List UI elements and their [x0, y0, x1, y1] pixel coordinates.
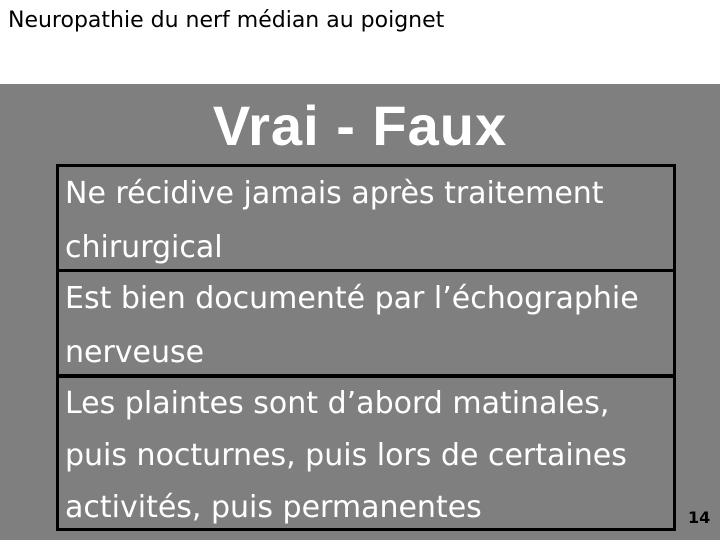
statement-box-3[interactable]: Les plaintes sont d’abord matinales, puis nocturnes, puis lors de certaines activités, puis permanentes [56, 375, 676, 531]
header-bar [0, 0, 720, 84]
slide-heading: Vrai - Faux [212, 94, 508, 157]
page-title: Neuropathie du nerf médian au poignet [8, 8, 445, 33]
statement-box-1[interactable]: Ne récidive jamais après traitement chirurgical [56, 164, 676, 272]
statement-box-2[interactable]: Est bien documenté par l’échographie nerveuse [56, 269, 676, 377]
slide-number: 14 [688, 508, 711, 527]
